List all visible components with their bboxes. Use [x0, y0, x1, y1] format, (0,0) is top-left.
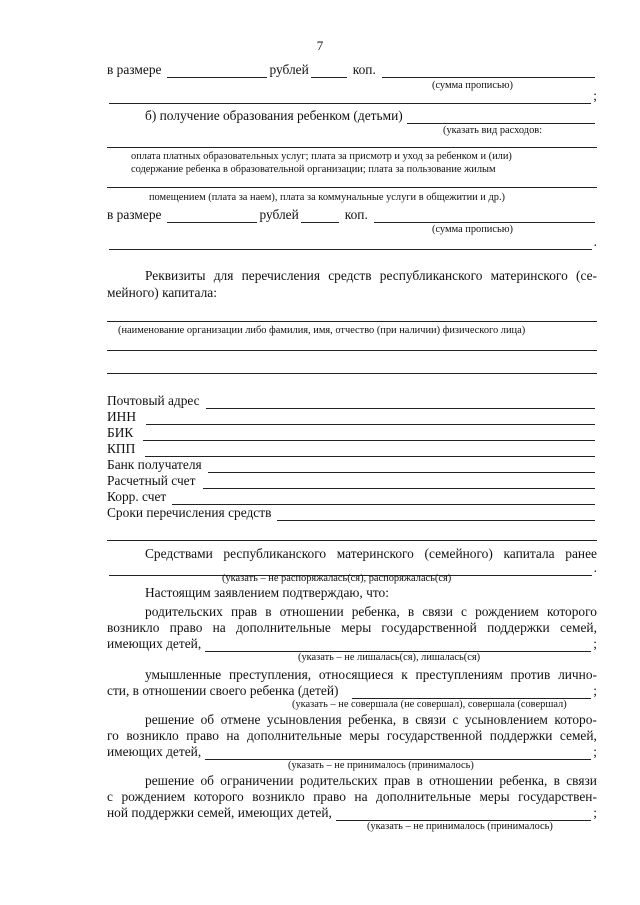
word: отношении: [429, 773, 494, 788]
paragraph-adoption-3: [107, 744, 597, 760]
caption-taken-2: (указать – не принималось (принималось): [367, 821, 553, 832]
word: родительских: [299, 773, 378, 788]
word: связи: [566, 773, 597, 788]
label-postal-address: Почтовый адрес: [107, 393, 200, 408]
word: относящиеся: [318, 667, 394, 682]
word: право: [186, 728, 219, 743]
crimes-input[interactable]: [352, 686, 591, 699]
word: возникло: [252, 789, 305, 804]
word: меры: [349, 728, 380, 743]
paragraph-crimes-2: [107, 683, 597, 699]
paragraph-rights-1: [107, 604, 597, 620]
amount-continuation-line: [107, 234, 597, 250]
word: дополнительные: [376, 789, 471, 804]
word: с: [452, 712, 459, 727]
word: поддержки: [487, 620, 550, 635]
word: которо-: [554, 712, 597, 727]
word: семей,: [559, 728, 597, 743]
adoption-input[interactable]: [205, 747, 591, 760]
word: ребенка,: [348, 712, 397, 727]
field-bik: [107, 425, 597, 441]
word: государственной: [381, 620, 477, 635]
word: связи: [422, 604, 453, 619]
word: преступлениям: [415, 667, 503, 682]
label-razmer: в размере: [107, 62, 162, 77]
label-kpp: КПП: [107, 441, 136, 456]
word: отношении: [279, 604, 344, 619]
blank-line[interactable]: [107, 373, 597, 374]
field-inn: [107, 409, 597, 425]
label-razmer: в размере: [107, 207, 162, 222]
paragraph-crimes-1: [107, 667, 597, 683]
word: республиканского: [379, 268, 483, 283]
word: меры: [479, 789, 510, 804]
sum-words-field[interactable]: [374, 210, 595, 223]
word: в: [416, 773, 423, 788]
recipient-name-field[interactable]: [107, 321, 597, 322]
word: дополнительные: [235, 620, 331, 635]
confirm-text: Настоящим заявлением подтверждаю, что:: [145, 585, 389, 600]
semicolon: ;: [593, 636, 597, 651]
label-rub: рублей: [259, 207, 299, 222]
word: прав: [230, 604, 258, 619]
field-corr-account: [107, 489, 597, 505]
word: лично-: [558, 667, 597, 682]
paragraph-adoption-1: [107, 712, 597, 728]
rub-field[interactable]: [167, 65, 267, 78]
amount-line-1: [107, 62, 597, 78]
field-account: [107, 473, 597, 489]
blank-line[interactable]: [107, 147, 597, 148]
word: усыновления: [266, 712, 342, 727]
field-postal-address: [107, 393, 597, 409]
sum-words-field-2[interactable]: [109, 91, 591, 104]
blank-line[interactable]: [107, 187, 597, 188]
requisites-heading: [107, 268, 597, 284]
word: меры: [341, 620, 372, 635]
word: ограничении: [220, 773, 294, 788]
label-account: Расчетный счет: [107, 473, 196, 488]
account-input[interactable]: [203, 476, 595, 489]
caption-disposed: (указать – не распоряжалась(ся), распоряжалась(ся): [222, 573, 452, 584]
word: которого: [193, 789, 244, 804]
word: связи: [415, 712, 447, 727]
word: Средствами: [145, 546, 213, 561]
semicolon: ;: [593, 805, 597, 820]
word: в: [407, 604, 415, 619]
word: поддержки: [489, 728, 553, 743]
word: (се-: [576, 268, 597, 283]
word: возникло: [107, 620, 160, 635]
postal-address-input[interactable]: [206, 396, 595, 409]
field-kpp: [107, 441, 597, 457]
label-inn: ИНН: [107, 409, 137, 424]
period: .: [593, 234, 597, 249]
word: рождением: [475, 604, 539, 619]
amount-continuation-line: [107, 88, 597, 104]
label-kop: коп.: [352, 62, 376, 77]
word: материнского: [490, 268, 568, 283]
word: ребенка,: [499, 773, 548, 788]
paragraph-limit-3: [107, 805, 597, 821]
semicolon: ;: [593, 744, 597, 759]
word: на: [354, 789, 368, 804]
bank-input[interactable]: [208, 460, 595, 473]
label-kop: коп.: [344, 207, 368, 222]
word: материнского: [336, 546, 414, 561]
word: об: [200, 712, 215, 727]
label-rub: рублей: [269, 62, 309, 77]
word: дополнительные: [246, 728, 342, 743]
education-line: [107, 108, 597, 124]
label-corr-account: Корр. счет: [107, 489, 167, 504]
word: го: [107, 728, 119, 743]
paragraph-rights-3: [107, 636, 597, 652]
paragraph-rights-2: [107, 620, 597, 636]
word: капитала: [503, 546, 555, 561]
paragraph-confirm: [107, 585, 597, 601]
word: на: [212, 620, 226, 635]
word: государственной: [386, 728, 483, 743]
caption-payment: оплата платных образовательных услуг; плата за присмотр и уход за ребенком и (или): [131, 151, 512, 162]
word: рождением: [121, 789, 186, 804]
word: право: [313, 789, 346, 804]
word: республиканского: [223, 546, 327, 561]
caption-sum-words: (сумма прописью): [432, 80, 513, 91]
paragraph-limit-1: [107, 773, 597, 789]
rights-text-3: имеющих детей,: [107, 636, 202, 651]
word: решение: [145, 712, 195, 727]
label-transfer-terms: Сроки перечисления средств: [107, 505, 272, 520]
caption-sum-words: (сумма прописью): [432, 224, 513, 235]
word: Реквизиты: [145, 268, 206, 283]
word: для: [213, 268, 234, 283]
word: на: [226, 728, 240, 743]
word: с: [461, 604, 467, 619]
field-bank: [107, 457, 597, 473]
requisites-heading-2: [107, 285, 597, 301]
kop-field[interactable]: [311, 65, 347, 78]
word: к: [401, 667, 408, 682]
word: против: [510, 667, 551, 682]
requisites-text-2: мейного) капитала:: [107, 285, 217, 300]
blank-line[interactable]: [107, 350, 597, 351]
word: перечисления: [241, 268, 320, 283]
caption-taken-1: (указать – не принималось (принималось): [288, 760, 474, 771]
corr-account-input[interactable]: [172, 492, 595, 505]
semicolon: ;: [593, 88, 597, 103]
label-bank: Банк получателя: [107, 457, 202, 472]
word: средств: [328, 268, 372, 283]
kpp-input[interactable]: [145, 444, 595, 457]
caption-committed: (указать – не совершала (не совершал), совершала (совершал): [292, 699, 567, 710]
word: государствен-: [518, 789, 597, 804]
paragraph-adoption-2: [107, 728, 597, 744]
caption-deprived: (указать – не лишалась(ся), лишалась(ся): [298, 652, 481, 663]
word: возникло: [126, 728, 179, 743]
word: семей,: [559, 620, 597, 635]
word: умышленные: [145, 667, 222, 682]
word: об: [200, 773, 214, 788]
word: в: [402, 712, 409, 727]
inn-input[interactable]: [146, 412, 595, 425]
education-label: б) получение образования ребенком (детьми): [145, 108, 403, 123]
bik-input[interactable]: [143, 428, 595, 441]
word: с: [107, 789, 113, 804]
blank-line[interactable]: [107, 540, 597, 541]
semicolon: ;: [593, 683, 597, 698]
word: право: [169, 620, 203, 635]
word: (семейного): [424, 546, 493, 561]
word: ранее: [565, 546, 597, 561]
word: ребенка,: [351, 604, 400, 619]
sum-words-field[interactable]: [382, 65, 595, 78]
limit-input[interactable]: [336, 808, 591, 821]
field-transfer-terms: [107, 505, 597, 521]
word: в: [265, 604, 272, 619]
paragraph-limit-2: [107, 789, 597, 805]
word: решение: [145, 773, 195, 788]
caption-expense-type: (указать вид расходов:: [443, 125, 543, 136]
transfer-terms-input[interactable]: [277, 508, 595, 521]
sum-words-field-2[interactable]: [109, 237, 592, 250]
page-number: 7: [316, 38, 324, 53]
label-bik: БИК: [107, 425, 134, 440]
caption-recipient-name: (наименование организации либо фамилия, имя, отчество (при наличии) физического лица): [118, 325, 526, 336]
caption-premises: помещением (плата за наем), плата за коммунальные услуги в общежитии и др.): [149, 192, 506, 203]
rub-field[interactable]: [167, 210, 257, 223]
word: отмене: [220, 712, 261, 727]
kop-field[interactable]: [301, 210, 339, 223]
caption-maintenance: содержание ребенка в образовательной организации; плата за пользование жилым: [131, 164, 496, 175]
rights-input[interactable]: [205, 639, 591, 652]
expense-type-field[interactable]: [407, 111, 595, 124]
amount-line-2: [107, 207, 597, 223]
word: в: [553, 773, 560, 788]
word: преступления,: [229, 667, 312, 682]
word: которого: [547, 604, 597, 619]
word: родительских: [145, 604, 223, 619]
limit-text-3: ной поддержки семей, имеющих детей,: [107, 805, 332, 820]
adoption-text-3: имеющих детей,: [107, 744, 202, 759]
word: усыновлением: [464, 712, 548, 727]
period: .: [593, 560, 597, 575]
word: прав: [384, 773, 411, 788]
crimes-text-2: сти, в отношении своего ребенка (детей): [107, 683, 339, 698]
